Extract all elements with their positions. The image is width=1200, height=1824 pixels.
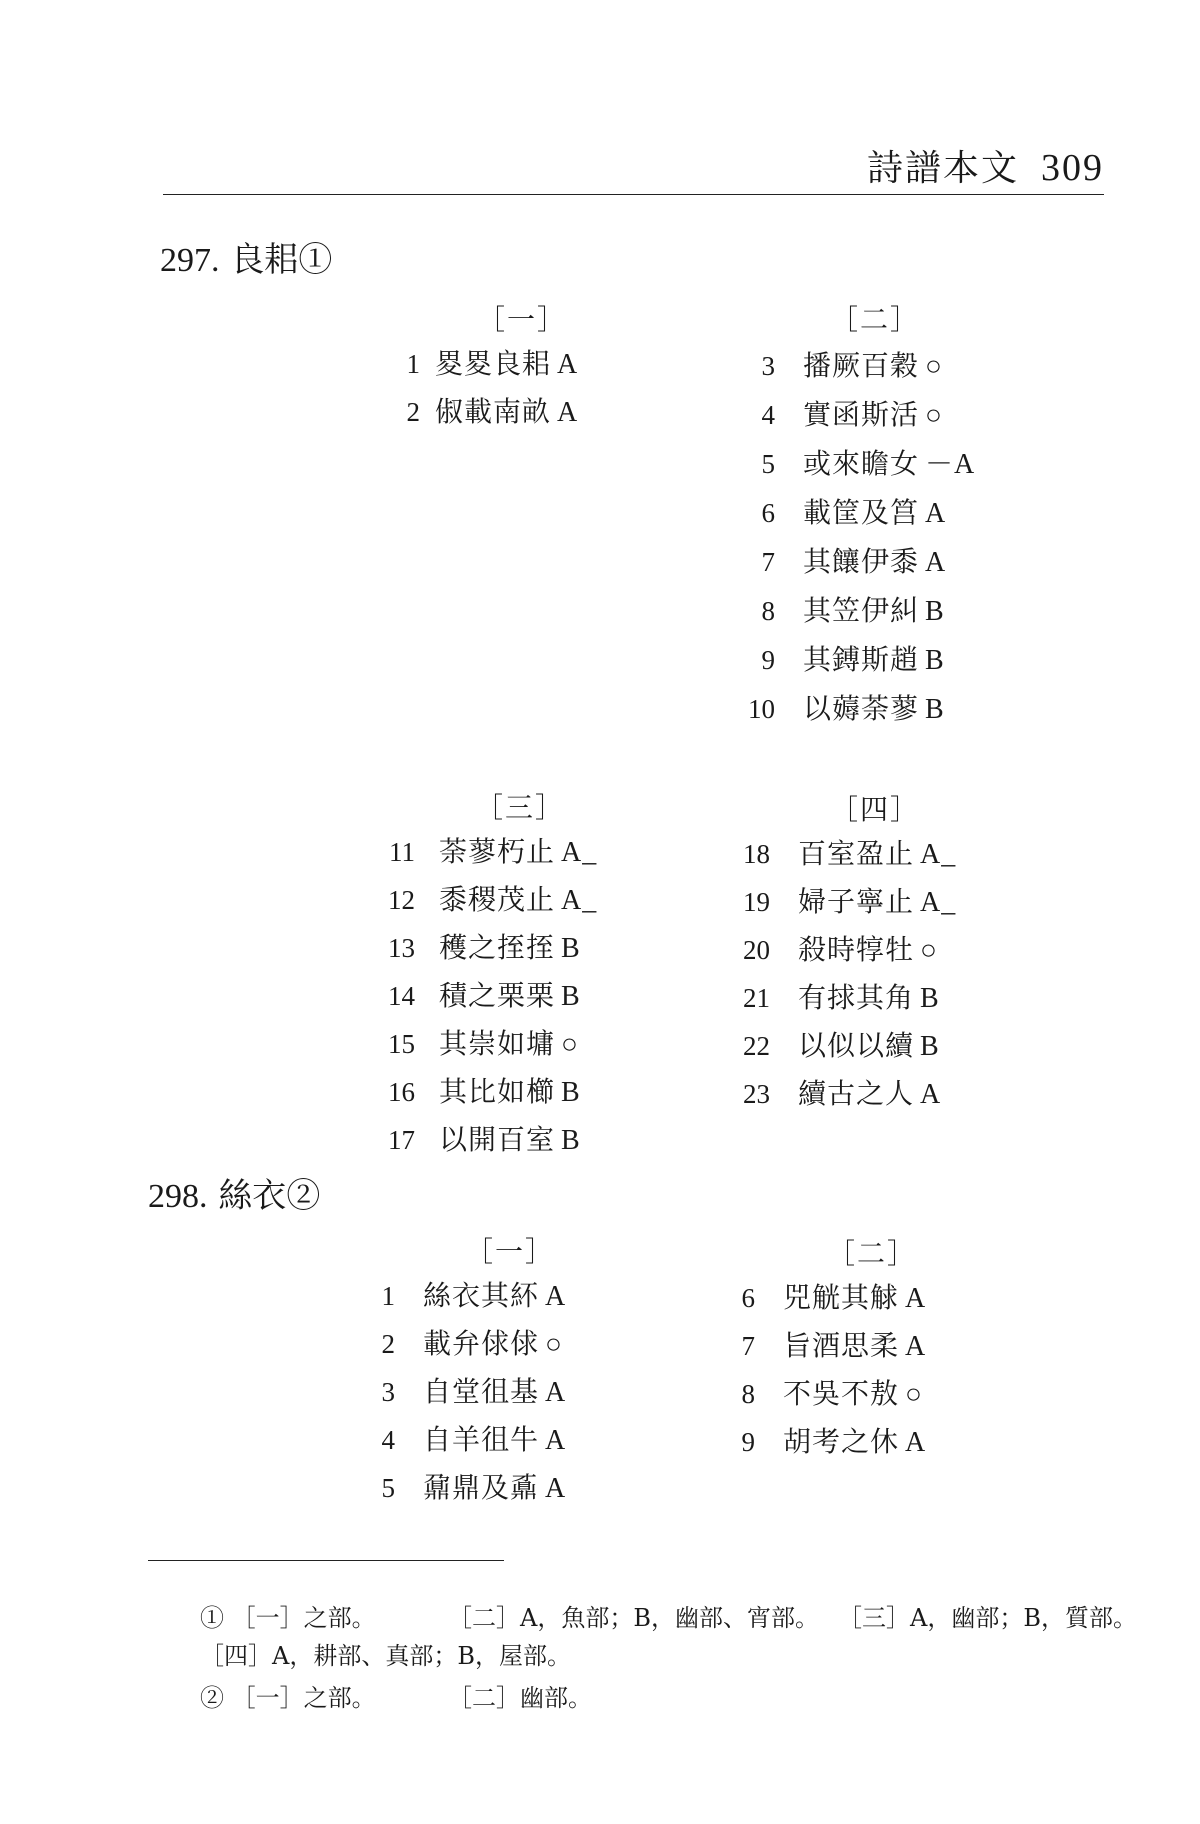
line-number: 12 <box>388 885 415 915</box>
line-number: 9 <box>741 1427 755 1457</box>
line-number: 16 <box>388 1077 415 1107</box>
line-number: 4 <box>381 1425 395 1455</box>
rhyme-mark: B <box>561 1077 581 1108</box>
rhyme-mark: B <box>925 694 945 725</box>
rhyme-mark: A <box>925 498 947 529</box>
line-text: 其鎛斯趙 B <box>803 643 945 676</box>
line-number: 9 <box>761 645 775 675</box>
line-text: 續古之人 A <box>798 1077 942 1110</box>
line-number: 8 <box>761 596 775 626</box>
line-text: 以薅荼蓼 B <box>803 692 945 725</box>
line-text: 兕觥其觩 A <box>783 1281 927 1314</box>
section-name: 絲衣 <box>218 1176 287 1216</box>
rhyme-mark: A <box>905 1331 927 1362</box>
footnote-1-part-a: ① ［一］之部。 <box>200 1604 376 1632</box>
stanza-head: ［一］ <box>465 1235 556 1268</box>
stanza-head: ［二］ <box>830 303 921 336</box>
page-number: 309 <box>1041 147 1104 189</box>
rhyme-mark: B <box>561 981 581 1012</box>
rhyme-mark: A <box>920 1079 942 1110</box>
running-header <box>867 140 1104 191</box>
line-number: 8 <box>741 1379 755 1409</box>
line-text: 百室盈止 A_ <box>798 837 957 870</box>
rhyme-mark: A <box>545 1425 567 1456</box>
line-number: 2 <box>406 397 420 427</box>
line-text: 載筐及筥 A <box>803 496 947 529</box>
stanza-head: ［一］ <box>477 303 568 336</box>
stanza-head: ［三］ <box>475 791 566 824</box>
line-text: 絲衣其紑 A <box>423 1279 567 1312</box>
line-number: 2 <box>381 1329 395 1359</box>
rhyme-mark: A_ <box>561 885 598 916</box>
line-text: 有捄其角 B <box>798 981 940 1014</box>
line-number: 1 <box>381 1281 395 1311</box>
line-text: 黍稷茂止 A_ <box>439 883 598 916</box>
rhyme-mark: ○ <box>561 1029 579 1060</box>
line-number: 20 <box>743 935 770 965</box>
rhyme-mark: B <box>925 645 945 676</box>
rhyme-mark: B <box>920 983 940 1014</box>
line-text: 俶載南畝 A <box>435 395 579 428</box>
footnote-1-part-c: ［三］A，幽部；B，質部。 <box>838 1604 1137 1632</box>
line-text: 荼蓼朽止 A_ <box>439 835 598 868</box>
section-title-298 <box>148 1168 320 1217</box>
line-number: 13 <box>388 933 415 963</box>
line-number: 5 <box>761 449 775 479</box>
rhyme-mark: B <box>561 1125 581 1156</box>
rhyme-mark: A <box>545 1377 567 1408</box>
rhyme-mark: ○ <box>920 935 938 966</box>
line-text: 其比如櫛 B <box>439 1075 581 1108</box>
footnote-2-part-b: ［二］幽部。 <box>448 1684 592 1712</box>
line-number: 3 <box>381 1377 395 1407</box>
line-text: 婦子寧止 A_ <box>798 885 957 918</box>
rhyme-mark: ○ <box>925 400 943 431</box>
rhyme-mark: －A <box>925 449 976 480</box>
line-number: 22 <box>743 1031 770 1061</box>
note-ref: ② <box>286 1176 321 1216</box>
line-number: 11 <box>389 837 415 867</box>
header-rule <box>163 194 1104 195</box>
line-number: 7 <box>741 1331 755 1361</box>
line-number: 19 <box>743 887 770 917</box>
line-text: 胡考之休 A <box>783 1425 927 1458</box>
rhyme-mark: A <box>545 1281 567 1312</box>
line-text: 實函斯活 ○ <box>803 398 943 431</box>
line-number: 23 <box>743 1079 770 1109</box>
line-number: 10 <box>748 694 775 724</box>
line-text: 鼐鼎及鼒 A <box>423 1471 567 1504</box>
rhyme-mark: B <box>920 1031 940 1062</box>
line-text: 不吳不敖 ○ <box>783 1377 923 1410</box>
footnote-rule <box>148 1560 504 1561</box>
rhyme-mark: A <box>925 547 947 578</box>
section-number: 297. <box>160 242 220 279</box>
stanza-head: ［二］ <box>827 1237 918 1270</box>
section-name: 良耜 <box>230 240 299 280</box>
line-number: 5 <box>381 1473 395 1503</box>
rhyme-mark: A_ <box>920 887 957 918</box>
rhyme-mark: B <box>561 933 581 964</box>
line-text: 其笠伊糾 B <box>803 594 945 627</box>
line-text: 或來瞻女 －A <box>803 447 976 480</box>
line-text: 載弁俅俅 ○ <box>423 1327 563 1360</box>
line-number: 7 <box>761 547 775 577</box>
note-ref: ① <box>298 240 333 280</box>
line-number: 6 <box>741 1283 755 1313</box>
line-number: 4 <box>761 400 775 430</box>
rhyme-mark: A <box>557 349 579 380</box>
line-number: 1 <box>406 349 420 379</box>
rhyme-mark: A_ <box>920 839 957 870</box>
rhyme-mark: A_ <box>561 837 598 868</box>
line-text: 旨酒思柔 A <box>783 1329 927 1362</box>
rhyme-mark: B <box>925 596 945 627</box>
line-number: 14 <box>388 981 415 1011</box>
footnote-1-line-2: ［四］A，耕部、真部；B，屋部。 <box>200 1642 571 1670</box>
rhyme-mark: A <box>557 397 579 428</box>
footnote-2-part-a: ② ［一］之部。 <box>200 1684 376 1712</box>
line-number: 6 <box>761 498 775 528</box>
line-number: 3 <box>761 351 775 381</box>
line-text: 殺時犉牡 ○ <box>798 933 938 966</box>
line-text: 積之栗栗 B <box>439 979 581 1012</box>
line-text: 畟畟良耜 A <box>435 347 579 380</box>
rhyme-mark: A <box>905 1283 927 1314</box>
line-text: 以似以續 B <box>798 1029 940 1062</box>
line-text: 播厥百穀 ○ <box>803 349 943 382</box>
line-text: 穫之挃挃 B <box>439 931 581 964</box>
line-text: 其饟伊黍 A <box>803 545 947 578</box>
line-text: 自羊徂牛 A <box>423 1423 567 1456</box>
rhyme-mark: A <box>905 1427 927 1458</box>
rhyme-mark: ○ <box>905 1379 923 1410</box>
header-title: 詩譜本文 <box>866 148 1019 189</box>
stanza-head: ［四］ <box>830 793 921 826</box>
rhyme-mark: ○ <box>545 1329 563 1360</box>
rhyme-mark: A <box>545 1473 567 1504</box>
line-number: 21 <box>743 983 770 1013</box>
section-number: 298. <box>148 1178 208 1215</box>
line-text: 其崇如墉 ○ <box>439 1027 579 1060</box>
line-text: 自堂徂基 A <box>423 1375 567 1408</box>
line-number: 15 <box>388 1029 415 1059</box>
rhyme-mark: ○ <box>925 351 943 382</box>
line-number: 18 <box>743 839 770 869</box>
line-number: 17 <box>388 1125 415 1155</box>
line-text: 以開百室 B <box>439 1123 581 1156</box>
footnote-1-part-b: ［二］A，魚部；B，幽部、宵部。 <box>448 1604 819 1632</box>
section-title-297 <box>160 232 332 281</box>
